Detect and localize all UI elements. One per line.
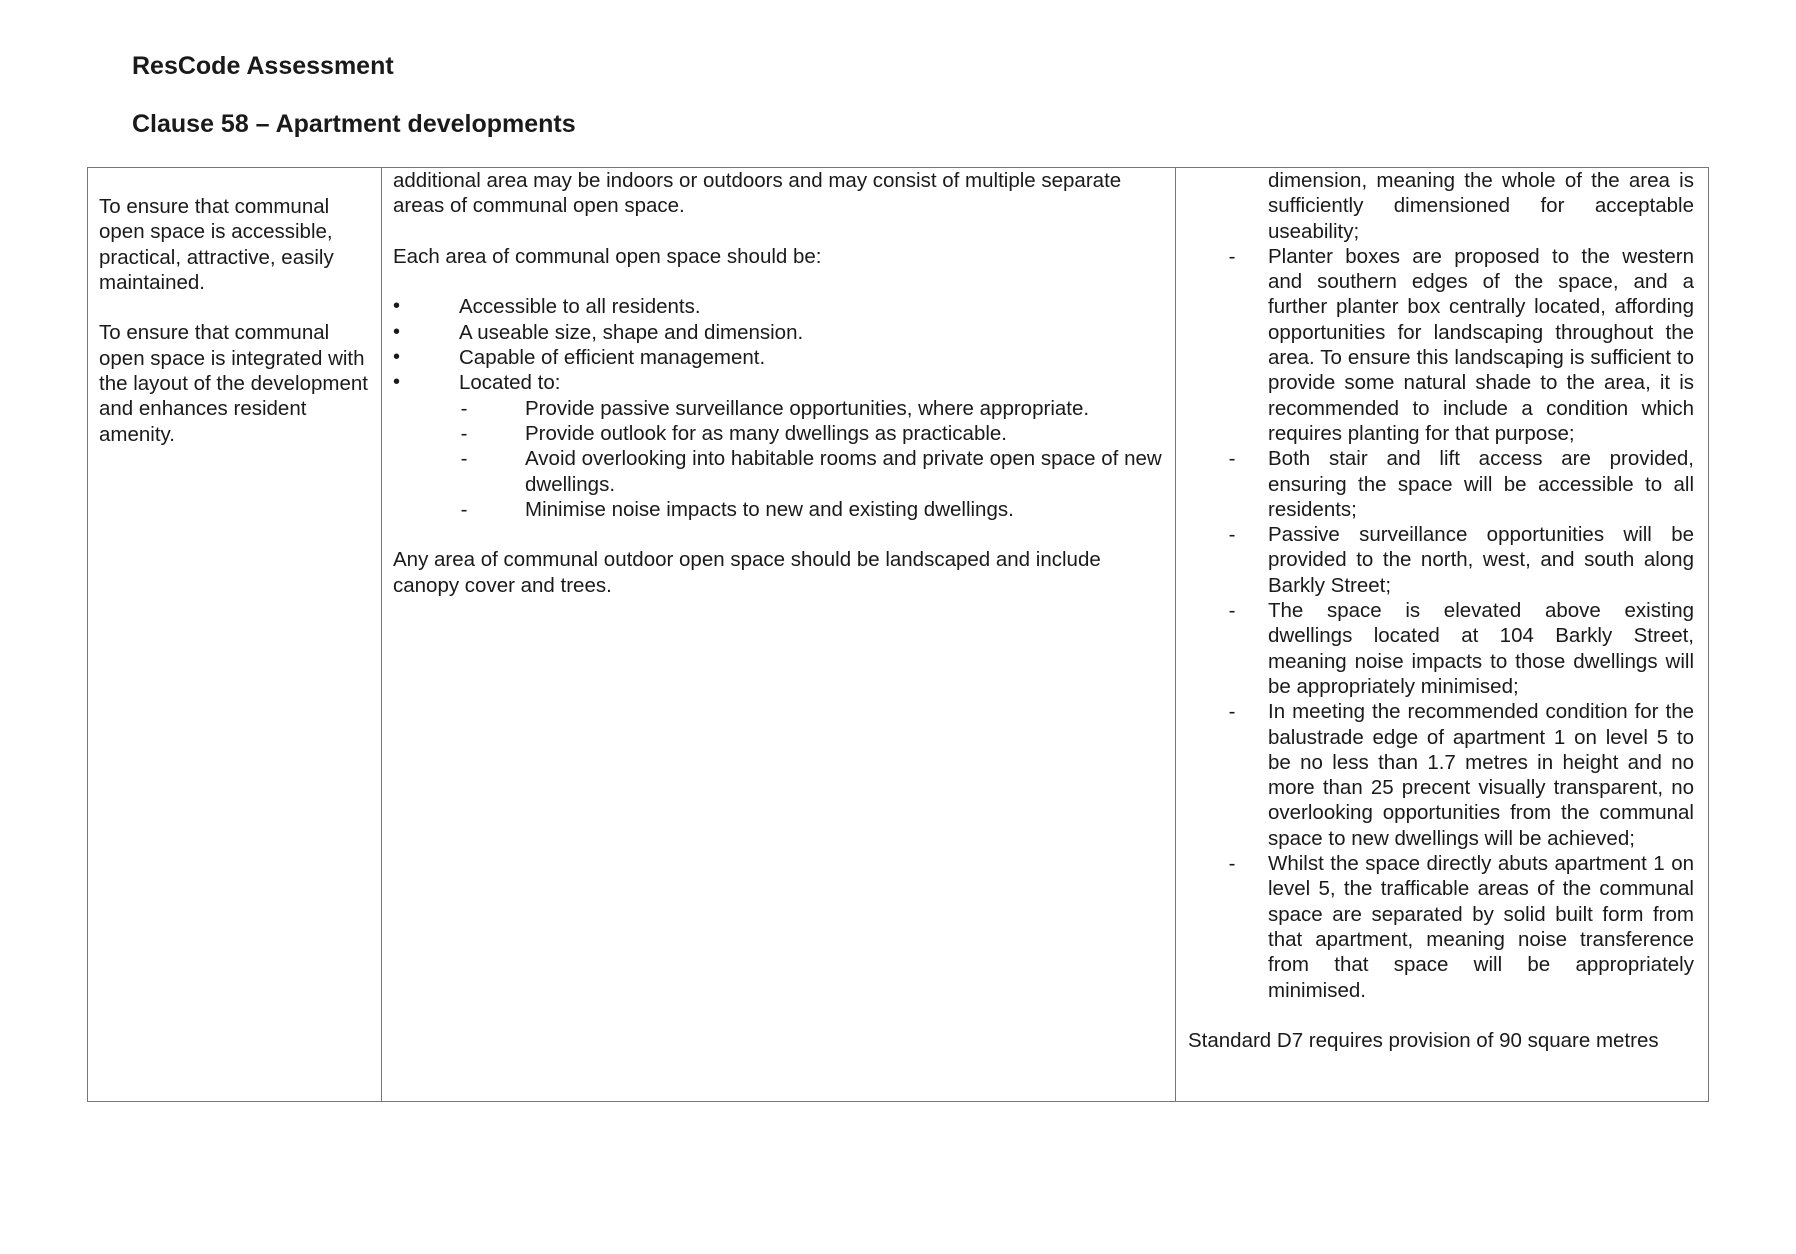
list-item-text: Accessible to all residents. xyxy=(459,295,701,319)
document-title: ResCode Assessment xyxy=(132,52,394,80)
standard-lead: Each area of communal open space should be: xyxy=(393,244,822,268)
list-item-text: Provide outlook for as many dwellings as practicable. xyxy=(525,421,1007,445)
dash-icon: - xyxy=(1228,244,1236,268)
bullet-icon: • xyxy=(393,295,401,318)
dash-icon: - xyxy=(460,396,468,420)
list-item-text: Planter boxes are proposed to the western and southern edges of the space, and a further planter box centrally located, affording opportunities for landscaping throughout the area. To ensure this landscaping is sufficient to provide some natural shade to the area, it is recommended to include a condition which requires planting for that purpose; xyxy=(1268,244,1694,445)
list-item-text: Whilst the space directly abuts apartment 1 on level 5, the trafficable areas of the communal space are separated by solid built form from that apartment, meaning noise transference from that space will be appropriately minimised. xyxy=(1268,852,1694,1002)
dash-icon: - xyxy=(1228,523,1236,547)
list-item xyxy=(459,446,1165,497)
located-to-sublist xyxy=(459,396,1165,522)
list-item-text: The space is elevated above existing dwellings located at 104 Barkly Street, meaning noise impacts to those dwellings will be appropriately minimised; xyxy=(1268,599,1694,698)
standard-closing: Any area of communal outdoor open space should be landscaped and include canopy cover and trees. xyxy=(393,548,1101,597)
objectives-cell xyxy=(88,168,382,1101)
standard-cell xyxy=(382,168,1176,1101)
dash-icon: - xyxy=(460,421,468,445)
dash-icon: - xyxy=(460,497,468,521)
list-item xyxy=(393,345,1165,370)
assessment-table xyxy=(87,167,1709,1102)
assessment-cell xyxy=(1176,168,1707,1101)
list-item xyxy=(459,421,1165,446)
list-item-text: Avoid overlooking into habitable rooms and private open space of new dwellings. xyxy=(525,447,1162,496)
standard-intro: additional area may be indoors or outdoors and may consist of multiple separate areas of communal open space. xyxy=(393,169,1122,218)
list-item-text: Passive surveillance opportunities will be provided to the north, west, and south along Barkly Street; xyxy=(1268,523,1694,597)
dash-icon: - xyxy=(1228,447,1236,471)
dash-icon: - xyxy=(1228,599,1236,623)
list-item-text: Located to: xyxy=(459,371,561,395)
bullet-icon: • xyxy=(393,371,401,394)
list-item xyxy=(1188,446,1694,522)
list-item xyxy=(393,320,1165,345)
list-item-text: Provide passive surveillance opportunities, where appropriate. xyxy=(525,396,1090,420)
list-item-text: Minimise noise impacts to new and existing dwellings. xyxy=(525,497,1014,521)
dash-icon: - xyxy=(1228,700,1236,724)
list-item-text: Both stair and lift access are provided, ensuring the space will be accessible to all residents; xyxy=(1268,447,1694,521)
list-item xyxy=(1188,699,1694,851)
bullet-icon: • xyxy=(393,320,401,343)
list-item xyxy=(459,497,1165,522)
list-item xyxy=(1188,598,1694,699)
list-item-text: Capable of efficient management. xyxy=(459,346,766,370)
objective-paragraph: To ensure that communal open space is accessible, practical, attractive, easily maintained. xyxy=(99,195,334,294)
objective-paragraph: To ensure that communal open space is integrated with the layout of the development and enhances resident amenity. xyxy=(99,321,368,446)
list-item xyxy=(1188,522,1694,598)
assessment-dash-list xyxy=(1188,244,1694,1003)
dash-icon: - xyxy=(1228,852,1236,876)
list-item xyxy=(393,294,1165,319)
document-subtitle: Clause 58 – Apartment developments xyxy=(132,110,576,138)
assessment-footer: Standard D7 requires provision of 90 square metres xyxy=(1188,1029,1659,1053)
dash-icon: - xyxy=(460,447,468,471)
assessment-continued: dimension, meaning the whole of the area is sufficiently dimensioned for acceptable useability; xyxy=(1268,169,1694,243)
list-item-text: A useable size, shape and dimension. xyxy=(459,320,804,344)
standard-bullet-list xyxy=(393,294,1165,522)
list-item xyxy=(393,370,1165,522)
bullet-icon: • xyxy=(393,346,401,369)
list-item xyxy=(1188,244,1694,446)
list-item xyxy=(1188,851,1694,1003)
list-item-text: In meeting the recommended condition for the balustrade edge of apartment 1 on level 5 to be no less than 1.7 metres in height and no more than 25 precent visually transparent, no overlooking opportunities from the communal space to new dwellings will be achieved; xyxy=(1268,700,1694,850)
list-item xyxy=(459,396,1165,421)
